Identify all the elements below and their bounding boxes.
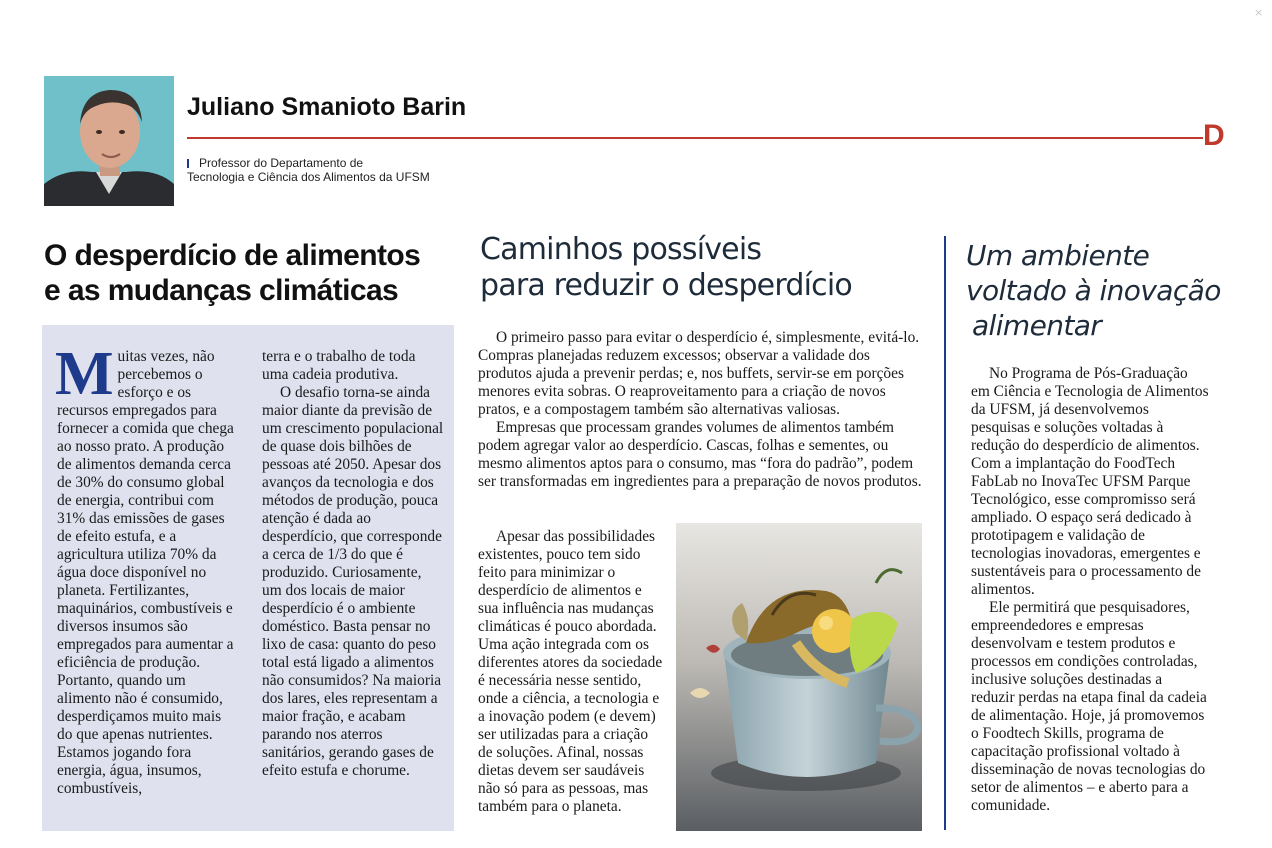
intro-paragraph-1: uitas vezes, não percebemos o esforço e os recursos empregados para fornecer a comida que chega ao nosso prato. A produção de alimentos demanda cerca de 30% do consumo global de energia, contribui com 31% das emissões de gases de efeito estufa, e a agricultura utiliza 70% da água doce disponível no planeta. Fertilizantes, maquinários, combustíveis e diversos insumos são empregados para aumentar a eficiência de produção. Portanto, quando um alimento não é consumido, desperdiçamos muito mais do que apenas nutrientes. Estamos jogando fora energia, água, insumos, combustíveis, [57, 348, 234, 797]
innovation-text [971, 365, 1209, 815]
section-title-innovation-line-3: alimentar [972, 309, 1102, 342]
paths-paragraph-1: O primeiro passo para evitar o desperdício é, simplesmente, evitá-lo. Compras planejadas reduzem excessos; observar a validade dos produtos ajuda a prevenir perdas; e, nos buffets, servir-se em porções menores evita sobras. O reaproveitamento para a criação de novos pratos, e a compostagem também são alternativas valiosas. [478, 329, 920, 418]
header-rule [187, 137, 1203, 139]
paths-paragraph-3: Apesar das possibilidades existentes, pouco tem sido feito para minimizar o desperdício de alimentos e sua influência nas mudanças climáticas é pouco abordada. Uma ação integrada com os diferentes atores da sociedade é necessária nesse sentido, onde a ciência, a tecnologia e a inovação podem (e devem) ser utilizadas para a criação de soluções. Afinal, nossas dietas devem ser saudáveis não só para as pessoas, mas também para o planeta. [478, 528, 663, 815]
food-scraps-pot-image [676, 523, 922, 831]
author-portrait-image [44, 76, 174, 206]
innovation-paragraph-2: Ele permitirá que pesquisadores, empreendedores e empresas desenvolvam e testem produtos e processos em condições controladas, inclusive soluções destinadas a reduzir perdas na etapa final da cadeia de alimentação. Hoje, já promovemos o Foodtech Skills, programa de capacitação profissional voltado à disseminação de novas tecnologias do setor de alimentos – e aberto para a comunidade. [971, 599, 1207, 814]
section-title-innovation-line-1: Um ambiente [966, 239, 1150, 272]
close-icon[interactable]: × [1254, 6, 1264, 19]
section-title-paths-line-1: Caminhos possíveis [480, 232, 762, 267]
intro-column-2 [262, 348, 444, 780]
author-role-line-2: Tecnologia e Ciência dos Alimentos da UFSM [187, 170, 430, 184]
paths-text [478, 329, 922, 491]
author-role [187, 156, 430, 184]
paths-paragraph-2: Empresas que processam grandes volumes de alimentos também podem agregar valor ao desperdício. Cascas, folhas e sementes, ou mesmo alimentos aptos para o consumo, mas “fora do padrão”, podem ser transformadas em ingredientes para a preparação de novos produtos. [478, 419, 922, 490]
section-title-paths-line-2: para reduzir o desperdício [480, 268, 852, 303]
drop-cap: M [55, 340, 114, 408]
section-title-paths [480, 232, 920, 304]
paths-text-narrow [478, 528, 666, 816]
author-photo [44, 76, 174, 206]
section-title-innovation [966, 238, 1256, 343]
intro-paragraph-2: terra e o trabalho de toda uma cadeia produtiva. [262, 348, 416, 383]
author-name: Juliano Smanioto Barin [187, 93, 467, 121]
column-divider [944, 236, 946, 830]
intro-column-1 [55, 340, 237, 798]
article-title-line-1: O desperdício de alimentos [44, 239, 421, 272]
article-title [44, 238, 454, 308]
innovation-paragraph-1: No Programa de Pós-Graduação em Ciência e Tecnologia de Alimentos da UFSM, já desenvolvemos pesquisas e soluções voltadas à redução do desperdício de alimentos. Com a implantação do FoodTech FabLab no InovaTec UFSM Parque Tecnológico, esse compromisso será ampliado. O espaço será dedicado à prototipagem e validação de tecnologias inovadoras, emergentes e sustentáveis para o processamento de alimentos. [971, 365, 1209, 598]
role-marker [187, 159, 189, 168]
author-role-line-1: Professor do Departamento de [199, 156, 364, 170]
food-waste-photo [676, 523, 922, 831]
brand-logo: D [1203, 119, 1225, 152]
intro-paragraph-3: O desafio torna-se ainda maior diante da previsão de um crescimento populacional de quase dois bilhões de pessoas até 2050. Apesar dos avanços da tecnologia e dos métodos de produção, pouca atenção é dada ao desperdício, que corresponde a cerca de 1/3 do que é produzido. Curiosamente, um dos locais de maior desperdício é o ambiente doméstico. Basta pensar no lixo de casa: quanto do peso total está ligado a alimentos não consumidos? Na maioria dos lares, eles representam a maior fração, e acabam parando nos aterros sanitários, gerando gases de efeito estufa e chorume. [262, 384, 444, 779]
article-title-line-2: e as mudanças climáticas [44, 274, 399, 307]
section-title-innovation-line-2: voltado à inovação [966, 274, 1221, 307]
